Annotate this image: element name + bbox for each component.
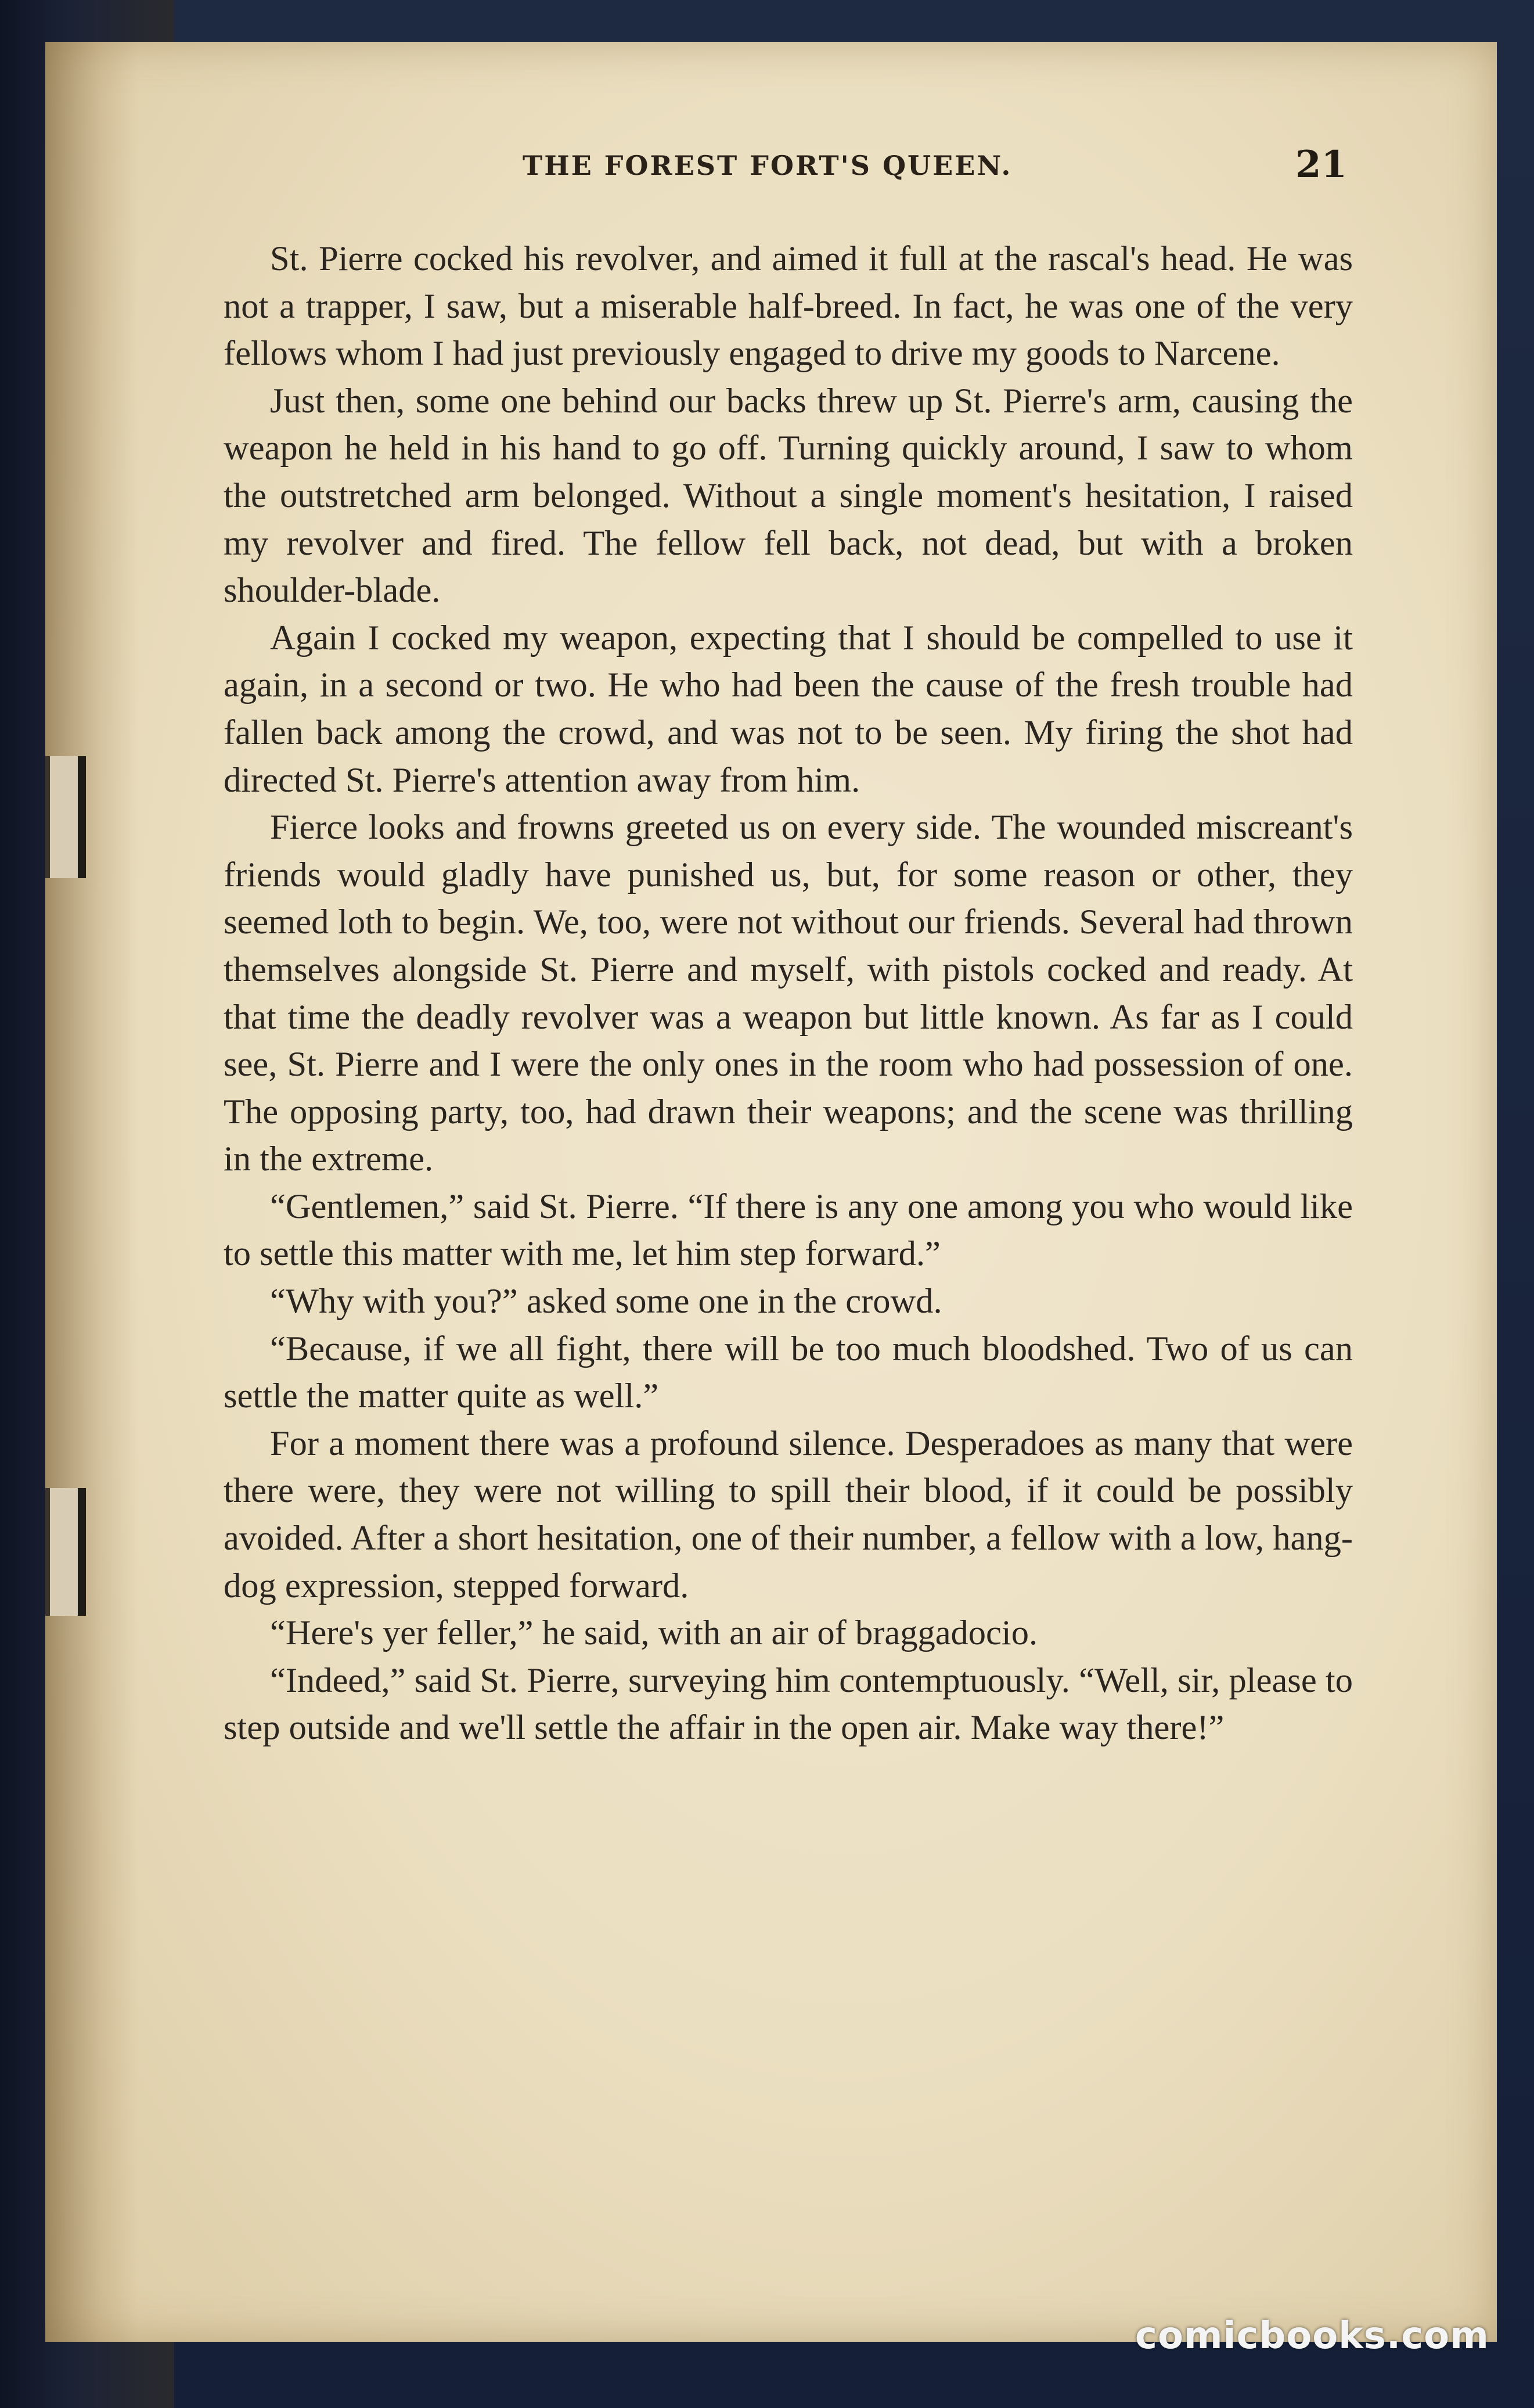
paragraph: “Indeed,” said St. Pierre, surveying him contemptuously. “Well, sir, please to step outside and we'll settle the affair in the open air. Make way there!”	[224, 1661, 1353, 1748]
paragraph: For a moment there was a profound silence. Desperadoes as many that were there were, they were not willing to spill their blood, if it could be possibly avoided. After a short hesitation, one of their number, a fellow with a low, hang-dog expression, stepped forward.	[224, 1424, 1353, 1605]
paragraph: St. Pierre cocked his revolver, and aimed it full at the rascal's head. He was not a trapper, I saw, but a miserable half-breed. In fact, he was one of the very fellows whom I had just previously engaged to drive my goods to Narcene.	[224, 239, 1353, 373]
binding-stitch	[45, 756, 86, 878]
body-text	[224, 235, 1353, 1752]
running-title: THE FOREST FORT'S QUEEN.	[523, 150, 1013, 181]
paragraph: “Gentlemen,” said St. Pierre. “If there is any one among you who would like to settle this matter with me, let him step forward.”	[224, 1187, 1353, 1274]
page-gutter-shadow	[45, 42, 138, 2342]
running-header	[174, 139, 1347, 192]
paragraph: Again I cocked my weapon, expecting that I should be compelled to use it again, in a second or two. He who had been the cause of the fresh trouble had fallen back among the crowd, and was not to be seen. My firing the shot had directed St. Pierre's attention away from him.	[224, 618, 1353, 800]
paragraph: Fierce looks and frowns greeted us on every side. The wounded miscreant's friends would gladly have punished us, but, for some reason or other, they seemed loth to begin. We, too, were not without our friends. Several had thrown themselves alongside St. Pierre and myself, with pistols cocked and ready. At that time the deadly revolver was a weapon but little known. As far as I could see, St. Pierre and I were the only ones in the room who had possession of one. The opposing party, too, had drawn their weapons; and the scene was thrilling in the extreme.	[224, 808, 1353, 1179]
paragraph: “Because, if we all fight, there will be too much bloodshed. Two of us can settle the matter quite as well.”	[224, 1329, 1353, 1416]
binding-stitch	[45, 1488, 86, 1616]
paragraph: “Why with you?” asked some one in the crowd.	[270, 1282, 942, 1321]
paragraph: Just then, some one behind our backs threw up St. Pierre's arm, causing the weapon he held in his hand to go off. Turning quickly around, I saw to whom the outstretched arm belonged. Without a single moment's hesitation, I raised my revolver and fired. The fellow fell back, not dead, but with a broken shoulder-blade.	[224, 381, 1353, 610]
paragraph: “Here's yer feller,” he said, with an air of braggadocio.	[270, 1613, 1038, 1653]
watermark-logo: comicbooks.com	[1135, 2314, 1489, 2357]
page-number: 21	[1295, 143, 1347, 186]
